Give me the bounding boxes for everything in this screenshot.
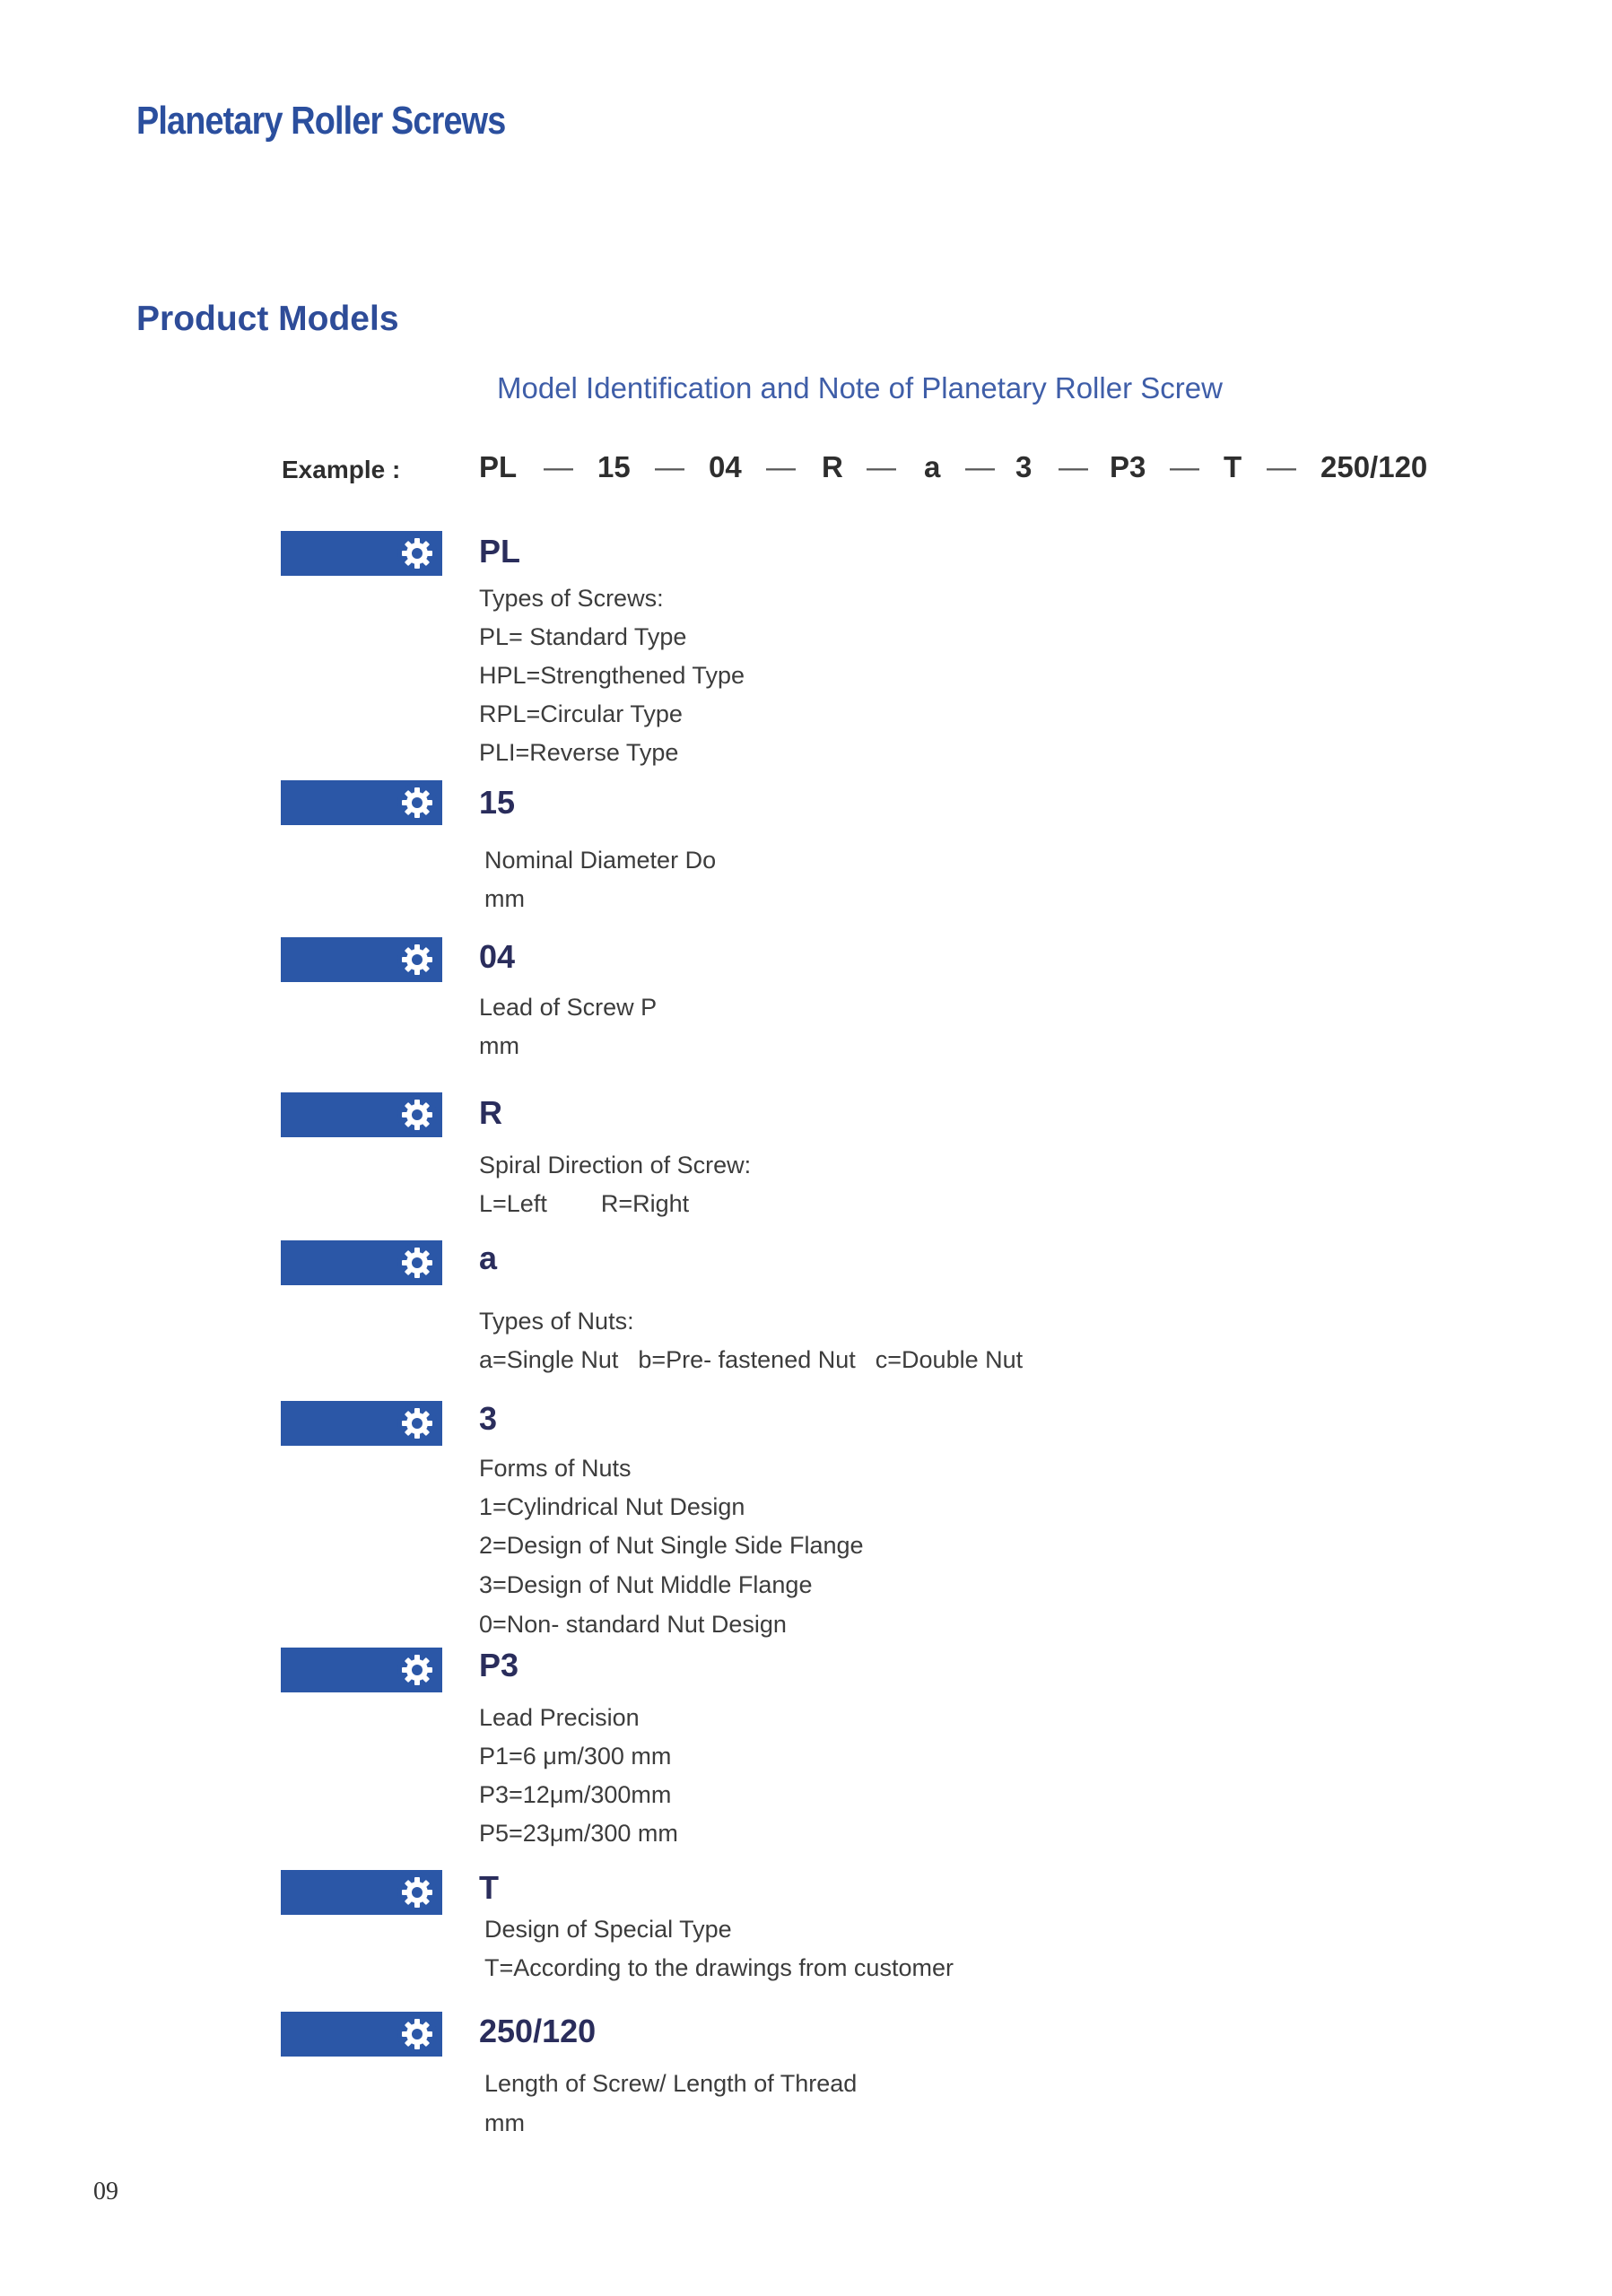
gear-icon (396, 1093, 439, 1136)
item-description: Length of Screw/ Length of Thread (484, 2070, 858, 2097)
item-code: P3 (479, 1647, 519, 1683)
gear-icon (396, 1241, 439, 1284)
item-description: P1=6 μm/300 mm (479, 1743, 672, 1770)
item-description: Lead of Screw P (479, 994, 658, 1021)
example-label: Example : (282, 456, 401, 483)
item-description: Types of Nuts: (479, 1308, 634, 1335)
item-code: R (479, 1094, 502, 1131)
example-separator: — (965, 450, 995, 483)
section-subtitle: Model Identification and Note of Planetary Roller Screw (497, 371, 1223, 404)
item-tag (281, 937, 442, 982)
item-options (479, 1190, 689, 1218)
item-tag (281, 1870, 442, 1915)
example-part-special: T (1224, 450, 1242, 483)
item-code: 250/120 (479, 2013, 597, 2049)
option-pre-fastened-nut: b=Pre- fastened Nut (638, 1346, 856, 1373)
example-separator: — (1170, 450, 1199, 483)
item-code: PL (479, 533, 521, 570)
item-description: 1=Cylindrical Nut Design (479, 1493, 745, 1520)
item-description: 0=Non- standard Nut Design (479, 1611, 787, 1638)
item-code: a (479, 1239, 498, 1276)
gear-icon (396, 1871, 439, 1914)
example-part-nut-type: a (924, 450, 941, 483)
item-code: 15 (479, 784, 516, 821)
item-description: Forms of Nuts (479, 1455, 632, 1482)
item-tag (281, 2012, 442, 2057)
option-double-nut: c=Double Nut (875, 1346, 1024, 1373)
example-separator: — (867, 450, 896, 483)
gear-icon (396, 532, 439, 575)
item-tag (281, 531, 442, 576)
item-description: Lead Precision (479, 1704, 640, 1731)
item-description: mm (484, 2109, 525, 2136)
item-description: Spiral Direction of Screw: (479, 1152, 752, 1178)
item-options (479, 1346, 1023, 1374)
item-tag (281, 1240, 442, 1285)
example-part-lead: 04 (709, 450, 742, 483)
item-description: Design of Special Type (484, 1916, 732, 1943)
option-left: L=Left (479, 1190, 547, 1217)
item-tag (281, 1648, 442, 1692)
example-separator: — (655, 450, 684, 483)
example-separator: — (1267, 450, 1296, 483)
example-separator: — (544, 450, 573, 483)
item-code: 04 (479, 938, 516, 975)
example-separator: — (766, 450, 796, 483)
item-code: 3 (479, 1400, 498, 1437)
item-description: 2=Design of Nut Single Side Flange (479, 1532, 864, 1559)
item-tag (281, 780, 442, 825)
gear-icon (396, 1648, 439, 1692)
option-right: R=Right (600, 1190, 690, 1217)
gear-icon (396, 2013, 439, 2056)
item-description: mm (479, 1032, 519, 1059)
example-row (282, 450, 1475, 490)
example-part-precision: P3 (1110, 450, 1146, 483)
example-part-direction: R (822, 450, 843, 483)
item-description: PL= Standard Type (479, 623, 687, 650)
item-description: HPL=Strengthened Type (479, 662, 745, 689)
item-description: P5=23μm/300 mm (479, 1820, 678, 1847)
item-description: mm (484, 885, 525, 912)
example-part-length: 250/120 (1320, 450, 1428, 483)
item-tag (281, 1401, 442, 1446)
item-description: Nominal Diameter Do (484, 847, 717, 874)
gear-icon (396, 938, 439, 981)
item-description: 3=Design of Nut Middle Flange (479, 1571, 813, 1598)
gear-icon (396, 781, 439, 824)
item-code: T (479, 1869, 499, 1906)
item-description: RPL=Circular Type (479, 700, 683, 727)
item-description: T=According to the drawings from customer (484, 1954, 954, 1981)
gear-icon (396, 1402, 439, 1445)
item-description: Types of Screws: (479, 585, 664, 612)
item-description: P3=12μm/300mm (479, 1781, 672, 1808)
section-title: Product Models (136, 300, 399, 338)
example-separator: — (1059, 450, 1088, 483)
brand-title: Planetary Roller Screws (136, 99, 506, 143)
example-part-nut-form: 3 (1015, 450, 1033, 483)
page-number: 09 (93, 2178, 118, 2205)
item-description: PLI=Reverse Type (479, 739, 679, 766)
item-tag (281, 1092, 442, 1137)
example-part-diameter: 15 (597, 450, 631, 483)
example-part-screw-type: PL (479, 450, 518, 483)
option-single-nut: a=Single Nut (479, 1346, 619, 1373)
